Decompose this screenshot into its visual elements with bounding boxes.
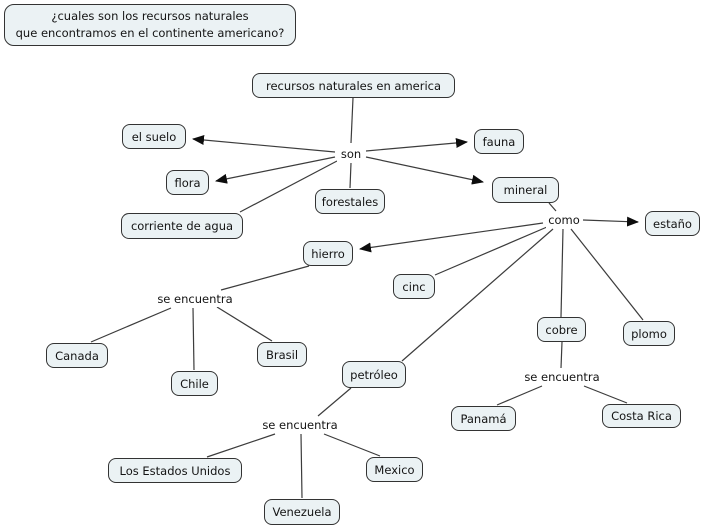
edge-se-encuentra-1-brasil bbox=[217, 307, 272, 341]
edge-como-cinc bbox=[435, 227, 547, 275]
focus-question-box bbox=[4, 4, 296, 46]
edge-como-plomo bbox=[571, 229, 643, 320]
edge-se-encuentra-1-canada bbox=[91, 308, 171, 342]
concept-node-se-encuentra-2[interactable]: se encuentra bbox=[258, 417, 342, 433]
edge-como-hierro bbox=[360, 223, 543, 249]
concept-node-chile[interactable]: Chile bbox=[171, 371, 218, 396]
concept-node-cobre[interactable]: cobre bbox=[537, 317, 586, 342]
concept-node-son[interactable]: son bbox=[337, 146, 365, 162]
concept-node-el-suelo[interactable]: el suelo bbox=[122, 124, 186, 149]
concept-node-los-estados-unidos[interactable]: Los Estados Unidos bbox=[108, 458, 242, 483]
edge-se-encuentra-2-mexico bbox=[324, 434, 380, 456]
concept-node-fauna[interactable]: fauna bbox=[474, 129, 524, 154]
edge-se-encuentra-1-chile bbox=[193, 308, 194, 370]
concept-node-plomo[interactable]: plomo bbox=[623, 321, 675, 346]
edge-como-estano bbox=[583, 220, 638, 222]
concept-node-canada[interactable]: Canada bbox=[46, 343, 108, 368]
edge-se-encuentra-2-venezuela bbox=[301, 434, 302, 498]
edge-cobre-se-encuentra-3 bbox=[561, 342, 562, 368]
concept-node-mineral[interactable]: mineral bbox=[492, 177, 559, 203]
concept-node-petroleo[interactable]: petróleo bbox=[342, 361, 406, 388]
edge-petroleo-se-encuentra-2 bbox=[318, 388, 351, 416]
edge-se-encuentra-3-panama bbox=[497, 386, 542, 405]
edge-se-encuentra-3-costa-rica bbox=[584, 386, 627, 403]
edge-son-el-suelo bbox=[193, 139, 335, 152]
edge-son-mineral bbox=[366, 157, 483, 182]
edge-se-encuentra-2-los-estados-unidos bbox=[207, 434, 275, 457]
concept-node-mexico[interactable]: Mexico bbox=[366, 457, 423, 482]
edge-son-forestales bbox=[350, 163, 351, 188]
edge-son-fauna bbox=[366, 142, 467, 151]
concept-node-se-encuentra-3[interactable]: se encuentra bbox=[520, 369, 604, 385]
concept-node-brasil[interactable]: Brasil bbox=[257, 342, 307, 367]
concept-node-corriente-de-agua[interactable]: corriente de agua bbox=[121, 213, 243, 239]
concept-node-panama[interactable]: Panamá bbox=[451, 406, 516, 431]
concept-node-cinc[interactable]: cinc bbox=[393, 274, 435, 299]
concept-node-como[interactable]: como bbox=[546, 212, 582, 228]
concept-node-forestales[interactable]: forestales bbox=[315, 189, 385, 214]
focus-question-line1: ¿cuales son los recursos naturales bbox=[51, 8, 249, 23]
concept-node-flora[interactable]: flora bbox=[166, 170, 209, 195]
concept-node-estano[interactable]: estaño bbox=[645, 211, 700, 236]
edge-son-flora bbox=[216, 157, 335, 181]
focus-question-line2: que encontramos en el continente americano? bbox=[15, 26, 285, 40]
concept-node-venezuela[interactable]: Venezuela bbox=[264, 499, 340, 525]
concept-node-se-encuentra-1[interactable]: se encuentra bbox=[153, 291, 237, 307]
edge-root-son bbox=[351, 98, 353, 143]
concept-node-root[interactable]: recursos naturales en america bbox=[252, 73, 455, 98]
concept-node-hierro[interactable]: hierro bbox=[303, 241, 353, 266]
concept-node-costa-rica[interactable]: Costa Rica bbox=[602, 404, 681, 428]
edge-como-cobre bbox=[561, 229, 563, 317]
edge-hierro-se-encuentra-1 bbox=[221, 266, 309, 290]
edge-mineral-como bbox=[549, 203, 556, 211]
